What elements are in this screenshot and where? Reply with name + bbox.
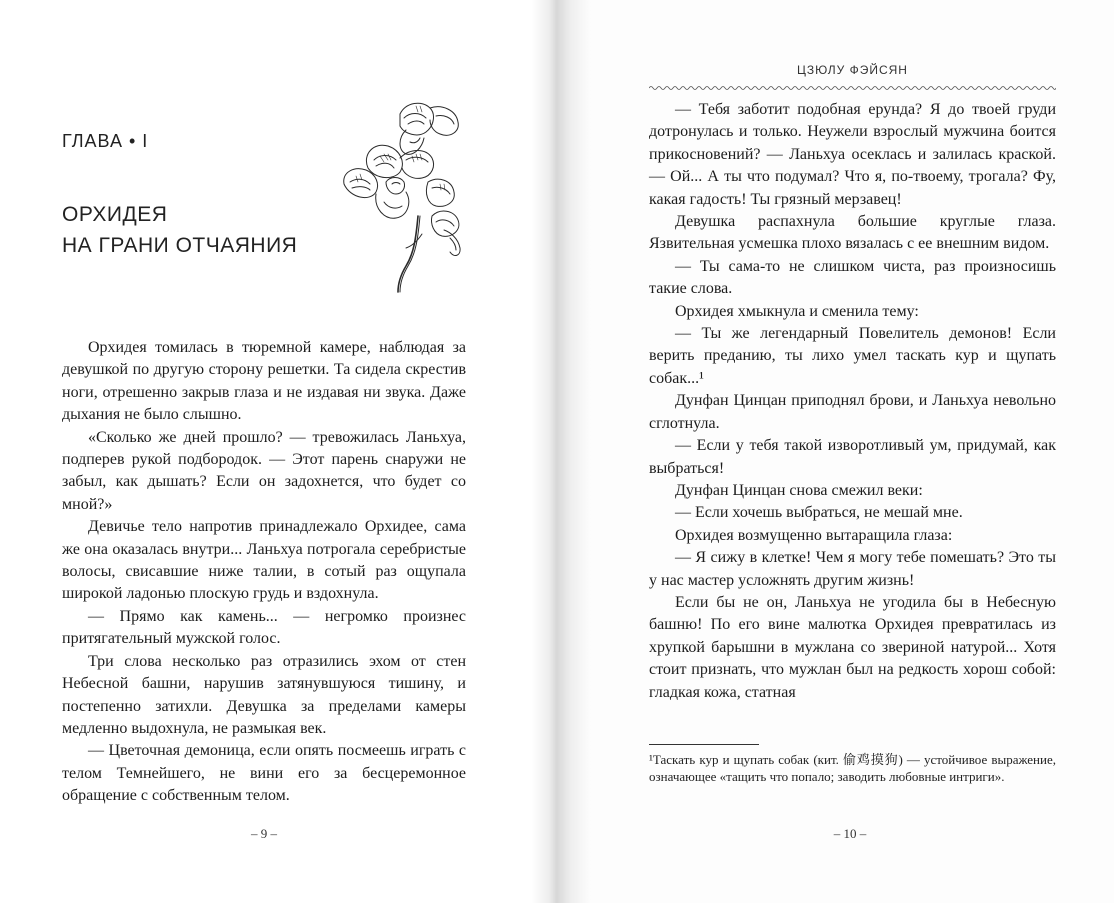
paragraph: Девичье тело напротив принадлежало Орхидее, сама же она оказалась внутри... Ланьхуа потрогала серебристые волосы, свисавшие ниже талии, в сотый раз ощупала широкой ладонью плоскую грудь и вздохнула. [62,518,466,603]
footnote-rule [649,744,759,745]
gutter-shadow-right [557,0,591,903]
paragraph: — Я сижу в клетке! Чем я могу тебе помешать? Это ты у нас мастер усложнять другим жизнь! [649,549,1056,589]
paragraph: Орхидея возмущенно вытаращила глаза: [675,526,953,544]
paragraph: Дунфан Цинцан снова смежил веки: [675,481,923,499]
chapter-title-line-2: НА ГРАНИ ОТЧАЯНИЯ [62,234,298,257]
chapter-title [62,199,297,261]
paragraph: — Тебя заботит подобная ерунда? Я до твоей груди дотронулась и только. Неужели взрослый мужчина боится прикосновений? — Ланьхуа осеклась и залилась краской. — Ой... А ты что подумал? Что я, по-твоему, трогала? Фу, какая гадость! Ты грязный мерзавец! [649,101,1056,208]
footnote: ¹Таскать кур и щупать собак (кит. 偷鸡摸狗) — устойчивое выражение, означающее «тащить что попало; заводить любовные интриги». [649,752,1056,784]
left-page-body [62,337,466,808]
chapter-label: ГЛАВА • I [62,131,149,151]
paragraph: — Цветочная демоница, если опять посмеешь играть с телом Темнейшего, не вини его за бесцеремонное обращение с собственным телом. [62,742,466,805]
paragraph: — Ты же легендарный Повелитель демонов! Если верить преданию, ты лихо умел таскать кур и щупать собак...¹ [649,325,1056,387]
paragraph: — Прямо как камень... — негромко произнес притягательный мужской голос. [62,607,466,648]
paragraph: Девушка распахнула большие круглые глаза. Язвительная усмешка плохо вязалась с ее внешним видом. [649,213,1056,253]
paragraph: Орхидея томилась в тюремной камере, наблюдая за девушкой по другую сторону решетки. Та сидела скрестив ноги, отрешенно закрыв глаза и не издавая ни звука. Даже дыхания не было слышно. [62,339,466,424]
paragraph: Если бы не он, Ланьхуа не угодила бы в Небесную башню! По его вине малютка Орхидея превратилась из хрупкой барышни в мужлана со звериной натурой... Хотя стоит признать, что мужлан был на редкость хорош собой: гладкая кожа, статная [649,593,1056,701]
running-head: ЦЗЮЛУ ФЭЙСЯН [797,63,908,77]
right-page-body [649,99,1056,704]
gutter-shadow-left [531,0,557,903]
page-number-right: – 10 – [833,826,867,841]
paragraph: — Если хочешь выбраться, не мешай мне. [675,504,963,522]
orchid-illustration [340,98,475,298]
page-number-left: – 9 – [251,826,277,841]
paragraph: «Сколько же дней прошло? — тревожилась Ланьхуа, подперев рукой подбородок. — Этот парень снаружи не забыл, как дышать? Если он задохнется, что будет со мной?» [62,428,466,513]
paragraph: Дунфан Цинцан приподнял брови, и Ланьхуа невольно сглотнула. [649,392,1056,432]
paragraph: — Если у тебя такой изворотливый ум, придумай, как выбраться! [649,437,1056,477]
chapter-title-line-1: ОРХИДЕЯ [62,203,168,226]
paragraph: Орхидея хмыкнула и сменила тему: [675,302,919,320]
paragraph: — Ты сама-то не слишком чиста, раз произносишь такие слова. [649,257,1056,298]
running-head-rule [649,85,1056,91]
paragraph: Три слова несколько раз отразились эхом от стен Небесной башни, нарушив затянувшуюся тишину, и постепенно затихли. Девушка за пределами камеры медленно выдохнула, не размыкая век. [62,652,466,737]
